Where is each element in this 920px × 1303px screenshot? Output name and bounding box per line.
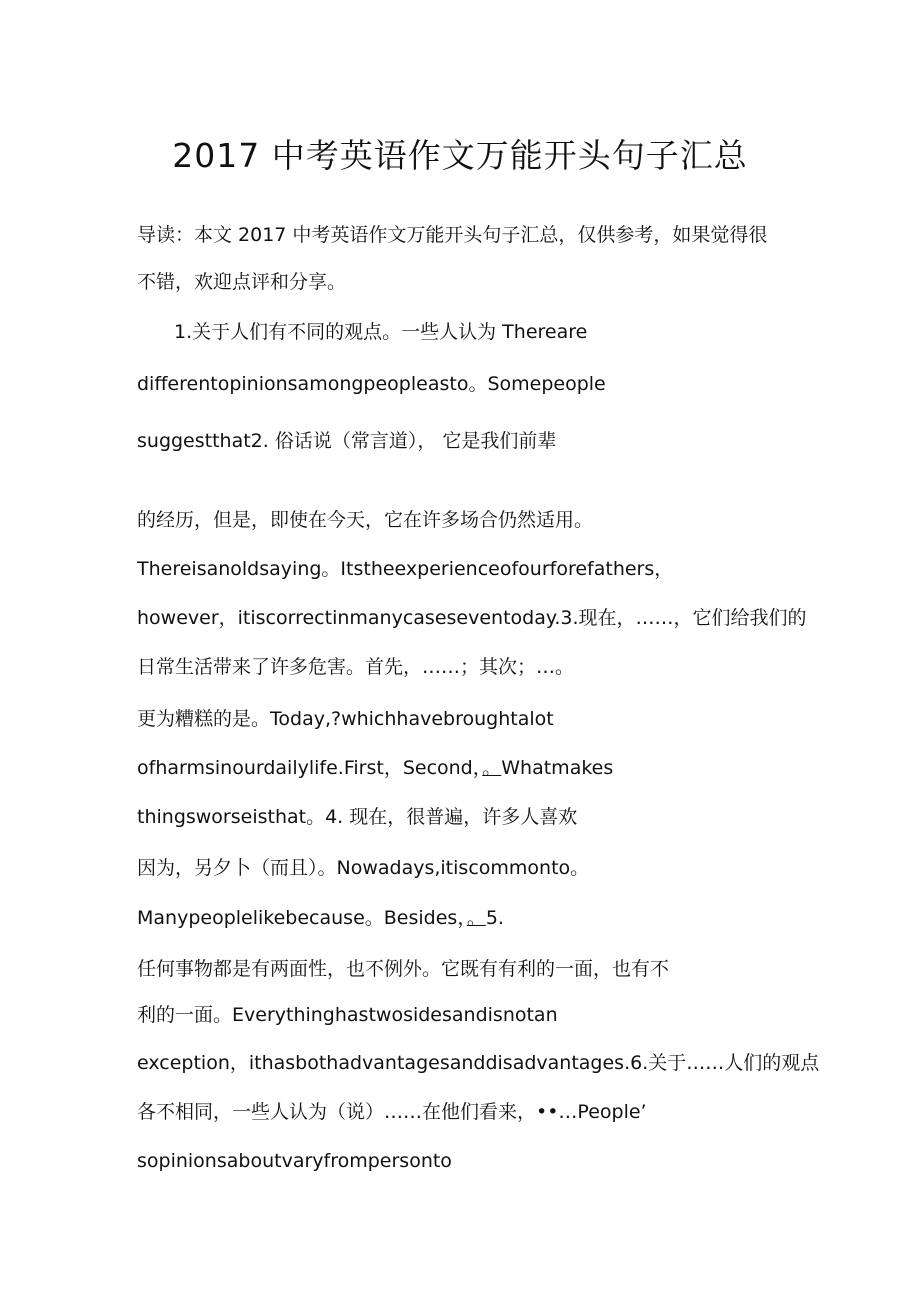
text-segment: ofharmsinourdailylife.First，Second， [137, 757, 483, 779]
text-line: 各不相同，一些人认为（说）……在他们看来，••…People’ [137, 1101, 647, 1123]
blank-underline: 。 [482, 757, 502, 779]
text-line: 更为糟糕的是。Today,?whichhavebroughtalot [137, 708, 554, 730]
text-segment: 5. [485, 907, 504, 929]
text-line: 利的一面。Everythinghastwosidesandisnotan [137, 1004, 558, 1026]
text-line: 任何事物都是有两面性，也不例外。它既有有利的一面，也有不 [137, 958, 670, 980]
text-segment: Whatmakes [501, 757, 614, 779]
document-title: 2017 中考英语作文万能开头句子汇总 [172, 136, 748, 175]
text-line: thingsworseisthat。4. 现在，很普遍，许多人喜欢 [137, 806, 578, 828]
text-line: differentopinionsamongpeopleasto。Somepeople [137, 373, 606, 395]
text-line-intro-1: 导读：本文 2017 中考英语作文万能开头句子汇总，仅供参考，如果觉得很 [137, 224, 768, 246]
text-line-item-1: 1.关于人们有不同的观点。一些人认为 Thereare [174, 321, 588, 343]
text-line: 日常生活带来了许多危害。首先，……；其次；…。 [137, 656, 575, 678]
text-line-with-blank [137, 903, 504, 933]
text-segment: Manypeoplelikebecause。Besides， [137, 907, 467, 929]
blank-underline: 。 [466, 907, 486, 929]
text-line: 因为，另夕卜（而且）。Nowadays,itiscommonto。 [137, 857, 590, 879]
text-line: 的经历，但是，即使在今天，它在许多场合仍然适用。 [137, 509, 594, 531]
text-line-with-blank [137, 753, 613, 783]
text-line: however，itiscorrectinmanycaseseventoday.3.现在，……，它们给我们的 [137, 607, 807, 629]
text-line: suggestthat2. 俗话说（常言道）， 它是我们前辈 [137, 430, 557, 452]
text-line: sopinionsaboutvaryfrompersonto [137, 1150, 452, 1172]
text-line: Thereisanoldsaying。Itstheexperienceofourforefathers， [137, 558, 674, 580]
text-line-intro-2: 不错，欢迎点评和分享。 [137, 271, 347, 293]
text-line: exception，ithasbothadvantagesanddisadvantages.6.关于……人们的观点 [137, 1052, 820, 1074]
